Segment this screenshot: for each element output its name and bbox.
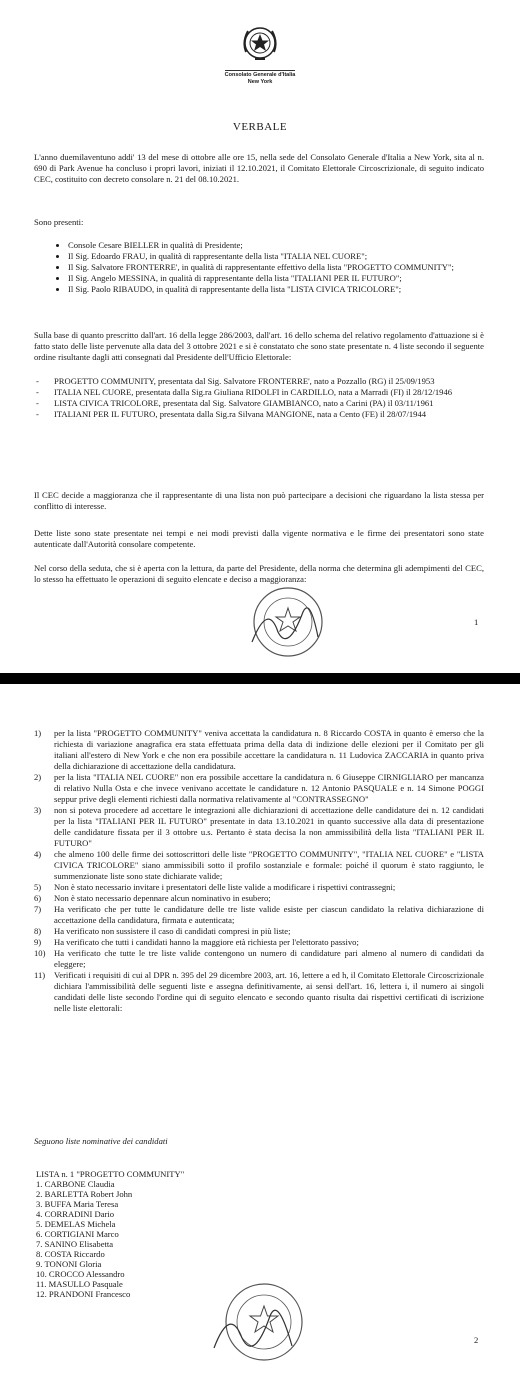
consulate-city: New York [247, 78, 273, 85]
candidate-item: 3. BUFFA Maria Teresa [36, 1199, 119, 1209]
submitted-list-item: - LISTA CIVICA TRICOLORE, presentata dal Sig. Salvatore GIAMBIANCO, nato a Carini (PA) il 03/11/1961 [36, 398, 434, 408]
candidate-item: 2. BARLETTA Robert John [36, 1189, 133, 1199]
candidate-item: 6. CORTIGIANI Marco [36, 1229, 119, 1239]
page-title: VERBALE [232, 121, 288, 133]
operation-item: 7) Ha verificato che per tutte le candidature delle tre liste valide esiste per ciascun candidato la relativa dichiarazione di accettazione della candidatura, firmata e autenticata; [34, 904, 484, 925]
candidate-item: 4. CORRADINI Dario [36, 1209, 115, 1219]
candidate-item: 11. MASULLO Pasquale [36, 1279, 123, 1289]
submitted-lists [36, 376, 482, 420]
operation-item: 8) Ha verificato non sussistere il caso di candidati compresi in più liste; [34, 926, 291, 936]
candidate-item: 8. COSTA Riccardo [36, 1249, 105, 1259]
session-paragraph: Nel corso della seduta, che si è aperta con la lettura, da parte del Presidente, della norma che determina gli adempimenti del CEC, lo stesso ha effettuato le operazioni di seguito elencate e deciso a maggioranza: [34, 563, 484, 584]
present-list-item: • Il Sig. Edoardo FRAU, in qualità di rappresentante della lista "ITALIA NEL CUORE"; [68, 251, 480, 262]
document-page-2 [0, 684, 520, 1374]
operation-item: 2) per la lista "ITALIA NEL CUORE" non era possibile accettare la candidatura n. 6 Giuseppe CIRNIGLIARO per mancanza di relativo Nulla Osta e che invece venivano accettate le candidature n. 12 Antonio PASQUALE e n. 14 Simone POGGI seppur prive degli elementi richiesti dalla normativa relativamente al "CONTRASSEGNO" [34, 772, 484, 804]
operation-item: 6) Non è stato necessario depennare alcun nominativo in esubero; [34, 893, 271, 903]
header-divider [225, 70, 295, 71]
operation-item: 5) Non è stato necessario invitare i presentatori delle liste valide a modificare i rispettivi contrassegni; [34, 882, 396, 892]
candidate-item: 10. CROCCO Alessandro [36, 1269, 125, 1279]
operation-item: 9) Ha verificato che tutti i candidati hanno la maggiore età richiesta per l'elettorato passivo; [34, 937, 359, 947]
operation-item: 3) non si poteva procedere ad accettare le integrazioni alle dichiarazioni di accettazione delle candidature dei n. 12 candidati per la lista "ITALIANI PER IL FUTURO" presentate in data 13.10.2021 in quanto successive alla data di presentazione delle candidature fissata per il 3 ottobre u.s. Pertanto è stata decisa la non ammissibilità della lista "ITALIANI PER IL FUTURO" [34, 805, 484, 848]
operation-item: 1) per la lista "PROGETTO COMMUNITY" veniva accettata la candidatura n. 8 Riccardo COSTA in quanto è emerso che la richiesta di variazione anagrafica era stata effettuata prima della data di indizione delle elezioni per il Comitato per gli italiani all'estero di New York e che non era possibile accettare la candidatura n. 11 Ludovica ZACCARIA in quanto priva della dichiarazione di accettazione della candidatura. [34, 728, 484, 771]
candidates-heading: Seguono liste nominative dei candidati [34, 1136, 168, 1146]
present-list-item: • Console Cesare BIELLER in qualità di Presidente; [68, 240, 480, 251]
italian-republic-emblem-icon [238, 22, 282, 62]
consulate-header [0, 22, 520, 85]
submitted-list-item: - PROGETTO COMMUNITY, presentata dal Sig. Salvatore FRONTERRE', nato a Pozzallo (RG) il 25/09/1953 [36, 376, 435, 386]
submitted-list-item: - ITALIA NEL CUORE, presentata dalla Sig.ra Giuliana RIDOLFI in CARDILLO, nata a Marradi (FI) il 28/12/1946 [36, 387, 453, 397]
present-heading: Sono presenti: [34, 217, 84, 227]
lists-paragraph: Dette liste sono state presentate nei tempi e nei modi previsti dalla vigente normativa e le firme dei presentatori sono state autenticate dall'Autorità consolare competente. [34, 528, 484, 549]
candidate-item: 5. DEMELAS Michela [36, 1219, 116, 1229]
page-number: 1 [474, 617, 479, 627]
page-number: 2 [474, 1335, 479, 1345]
list-title: LISTA n. 1 "PROGETTO COMMUNITY" [36, 1169, 185, 1179]
basis-paragraph: Sulla base di quanto prescritto dall'art. 16 della legge 286/2003, dall'art. 16 dello schema del relativo regolamento d'attuazione si è fatto stato delle liste pervenute alla data del 3 ottobre 2021 e si è constatato che sono state presentate n. 4 liste secondo il seguente ordine risultante dagli atti consegnati dal Presidente dell'Ufficio Elettorale: [34, 330, 484, 362]
present-list-item: • Il Sig. Angelo MESSINA, in qualità di rappresentante della lista "ITALIANI PER IL FUTURO"; [68, 273, 480, 284]
submitted-list-item: - ITALIANI PER IL FUTURO, presentata dalla Sig.ra Silvana MANGIONE, nata a Cento (FE) il 28/07/1944 [36, 409, 427, 419]
present-list-item: • Il Sig. Paolo RIBAUDO, in qualità di rappresentante della lista "LISTA CIVICA TRICOLORE"; [68, 284, 480, 295]
candidate-item: 1. CARBONE Claudia [36, 1179, 115, 1189]
candidate-item: 12. PRANDONI Francesco [36, 1289, 131, 1299]
operation-item: 10) Ha verificato che tutte le tre liste valide contengono un numero di candidature pari almeno al numero di candidati da eleggere; [34, 948, 484, 969]
consulate-stamp-icon [248, 582, 326, 666]
operation-item: 11) Verificati i requisiti di cui al DPR n. 395 del 29 dicembre 2003, art. 16, lettere a ed h, il Comitato Elettorale Circoscrizionale dichiara l'ammissibilità delle seguenti liste e assegna definitivamente, ai sensi dell'art. 16, lettera i, il numero ai singoli candidati delle liste secondo l'ordine qui di seguito elencato e secondo quanto risulta dai rispettivi certificati di iscrizione nelle liste elettorali: [34, 970, 484, 1013]
candidate-list [36, 1169, 184, 1299]
candidate-item: 9. TONONI Gloria [36, 1259, 102, 1269]
consulate-stamp-icon [212, 1276, 308, 1370]
present-list [58, 240, 480, 295]
cec-paragraph: Il CEC decide a maggioranza che il rappresentante di una lista non può partecipare a decisioni che riguardano la lista stessa per conflitto di interesse. [34, 490, 484, 511]
present-list-item: • Il Sig. Salvatore FRONTERRE', in qualità di rappresentante effettivo della lista "PROGETTO COMMUNITY"; [68, 262, 480, 273]
operations-list [34, 728, 484, 1014]
consulate-name: Consolato Generale d'Italia [224, 72, 296, 78]
operation-item: 4) che almeno 100 delle firme dei sottoscrittori delle liste "PROGETTO COMMUNITY", "ITALIA NEL CUORE" e "LISTA CIVICA TRICOLORE" siano ammissibili sotto il profilo sostanziale e formale: poiché il quorum è stato raggiunto, le summenzionate liste sono state dichiarate valide; [34, 849, 484, 881]
document-page-1 [0, 0, 520, 673]
intro-paragraph: L'anno duemilaventuno addi' 13 del mese di ottobre alle ore 15, nella sede del Consolato Generale d'Italia a New York, sita al n. 690 di Park Avenue ha concluso i propri lavori, iniziati il 12.10.2021, il Comitato Elettorale Circoscrizionale, di seguito indicato CEC, costituito con decreto consolare n. 21 del 08.10.2021. [34, 152, 484, 184]
candidate-item: 7. SANINO Elisabetta [36, 1239, 114, 1249]
